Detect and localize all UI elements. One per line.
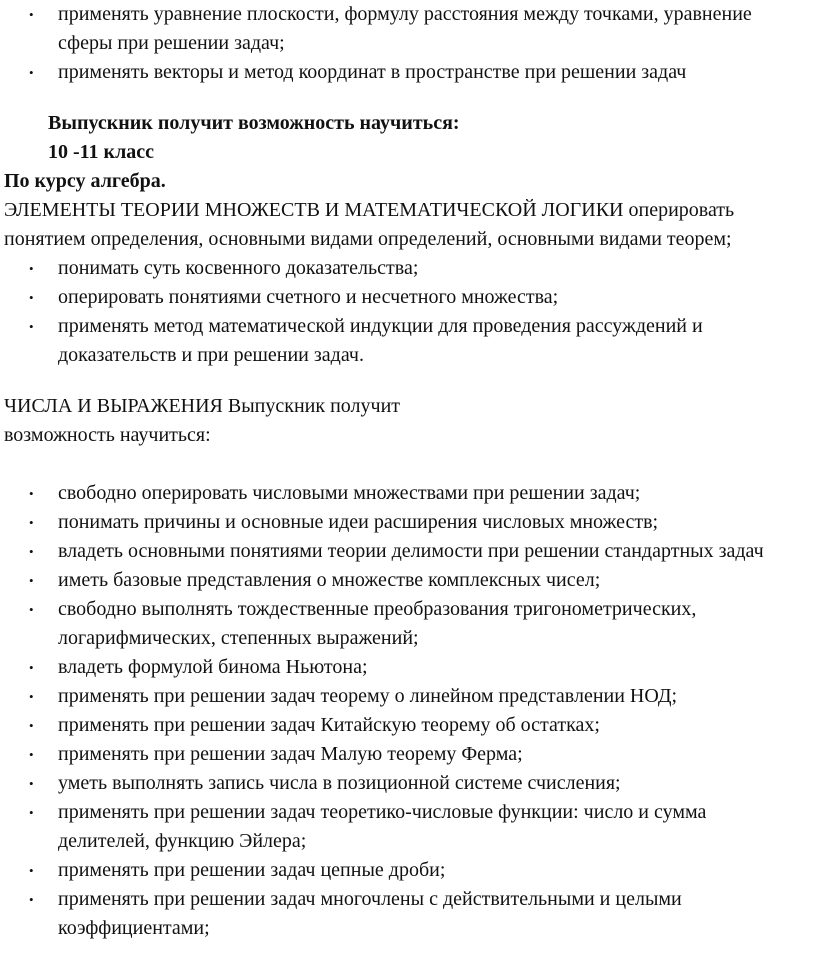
section2-bullet-list (0, 479, 816, 943)
list-item: • свободно выполнять тождественные преобразования тригонометрических, логарифмических, степенных выражений; (0, 595, 816, 653)
section2-text-line1: Выпускник получит (227, 395, 401, 417)
list-item: • иметь базовые представления о множестве комплексных чисел; (0, 566, 816, 595)
list-item: • понимать причины и основные идеи расширения числовых множеств; (0, 508, 816, 537)
list-item: • свободно оперировать числовыми множествами при решении задач; (0, 479, 816, 508)
list-item: • применять при решении задач Малую теорему Ферма; (0, 740, 816, 769)
list-item: • применять при решении задач цепные дроби; (0, 856, 816, 885)
list-item: • применять при решении задач теоретико-числовые функции: число и сумма делителей, функцию Эйлера; (0, 798, 816, 856)
top-bullet-list (0, 0, 816, 87)
list-item: • владеть основными понятиями теории делимости при решении стандартных задач (0, 537, 816, 566)
section2-intro (0, 392, 816, 450)
section1-title: ЭЛЕМЕНТЫ ТЕОРИИ МНОЖЕСТВ И МАТЕМАТИЧЕСКОЙ ЛОГИКИ (4, 199, 624, 221)
section1-text: оперировать понятием определения, основными видами определений, основными видами теорем; (4, 199, 735, 250)
list-item: • владеть формулой бинома Ньютона; (0, 653, 816, 682)
list-item: • применять при решении задач многочлены с действительными и целыми коэффициентами; (0, 885, 816, 943)
list-item: • применять при решении задач Китайскую теорему об остатках; (0, 711, 816, 740)
list-item: • применять метод математической индукции для проведения рассуждений и доказательств и при решении задач. (0, 312, 816, 370)
section1-intro (0, 196, 816, 254)
section2-text-line2: возможность научиться: (4, 424, 211, 446)
list-item: • применять уравнение плоскости, формулу расстояния между точками, уравнение сферы при решении задач; (0, 0, 816, 58)
grade-label: 10 -11 класс (48, 141, 155, 163)
graduate-heading: Выпускник получит возможность научиться: (48, 112, 460, 134)
list-item: • оперировать понятиями счетного и несчетного множества; (0, 283, 816, 312)
list-item: • применять векторы и метод координат в пространстве при решении задач (0, 58, 816, 87)
course-heading: По курсу алгебра. (4, 170, 166, 192)
section1-bullet-list (0, 254, 816, 370)
section2-title: ЧИСЛА И ВЫРАЖЕНИЯ (4, 395, 223, 417)
list-item: • применять при решении задач теорему о линейном представлении НОД; (0, 682, 816, 711)
list-item: • понимать суть косвенного доказательства; (0, 254, 816, 283)
list-item: • уметь выполнять запись числа в позиционной системе счисления; (0, 769, 816, 798)
